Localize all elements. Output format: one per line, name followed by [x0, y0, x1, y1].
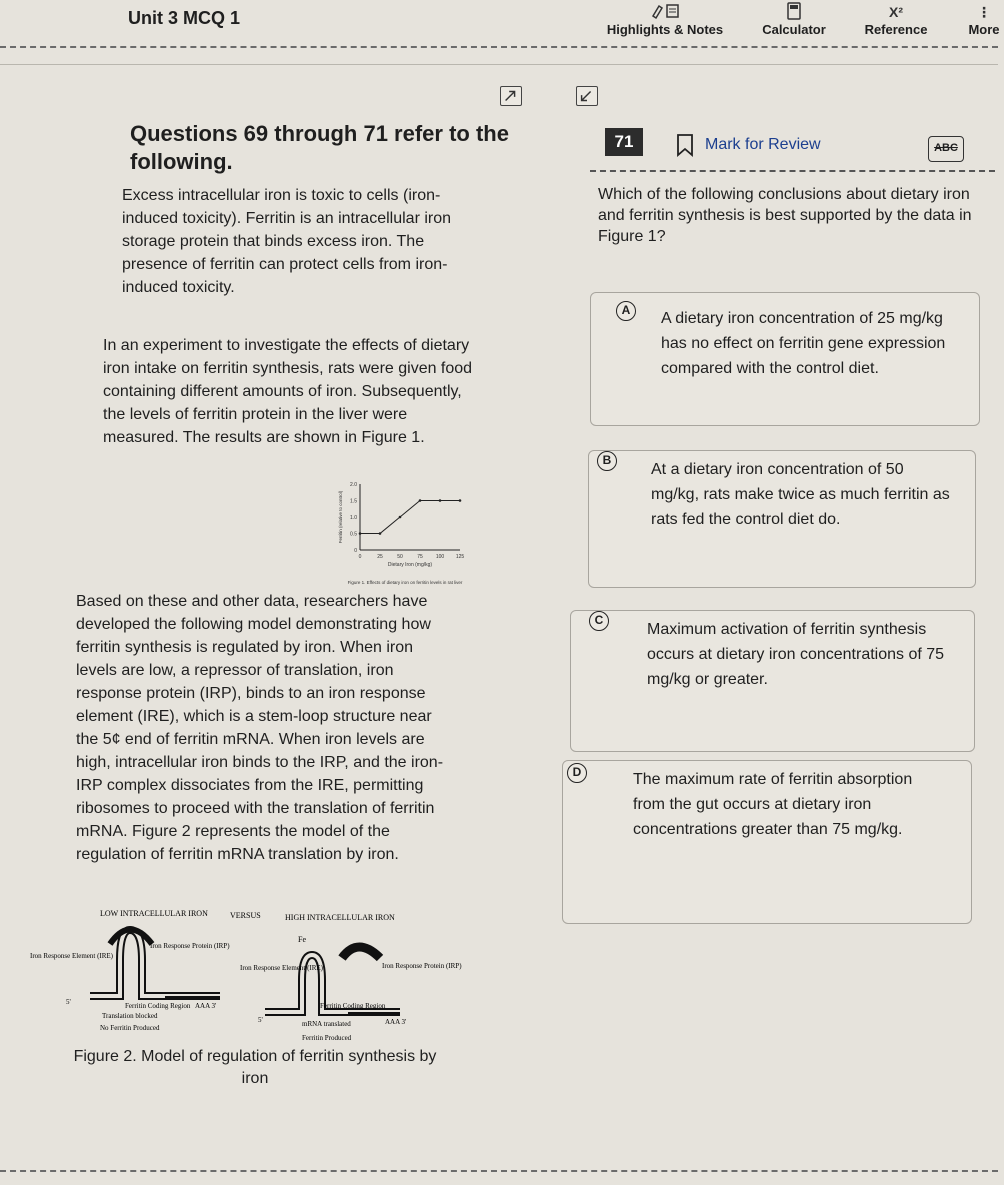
x-axis-label: Dietary Iron (mg/kg): [387, 562, 433, 568]
y-tick-label: 2.0: [350, 482, 357, 488]
y-tick-label: 1.5: [350, 498, 357, 505]
more-label: More: [968, 22, 1000, 37]
header-bottom-line: [0, 64, 998, 65]
passage-paragraph-3: Based on these and other data, researchers have developed the following model demonstrating how ferritin synthesis is regulated by iron. When iron levels are low, a repressor of translation, iron response protein (IRP), binds to an iron response element (IRE), which is a stem-loop structure near the 5¢ end of ferritin mRNA. When iron levels are high, intracellular iron binds to the IRP, and the iron-IRP complex dissociates from the IRE, permitting ribosomes to proceed with the translation of ferritin mRNA. Figure 2 represents the model of the regulation of ferritin mRNA translation by iron.: [76, 593, 444, 863]
question-divider: [590, 170, 995, 172]
high-iron-title: HIGH INTRACELLULAR IRON: [285, 913, 395, 922]
choice-text-d: The maximum rate of ferritin absorption from the gut occurs at dietary iron concentrations greater than 75 mg/kg.: [633, 771, 913, 838]
collapse-arrow-icon: [577, 87, 597, 105]
passage-heading: Questions 69 through 71 refer to the following.: [130, 121, 509, 174]
data-point: [359, 532, 362, 535]
question-number: 71: [605, 128, 643, 156]
high-irp-label: Iron Response Protein (IRP): [382, 962, 462, 970]
choice-letter-b: B: [597, 451, 617, 471]
choice-letter-c: C: [589, 611, 609, 631]
calculator-label: Calculator: [762, 22, 826, 37]
expand-arrow-icon: [501, 87, 521, 105]
no-ferritin-label: No Ferritin Produced: [100, 1024, 160, 1032]
x-tick-label: 25: [377, 554, 383, 560]
data-point: [419, 499, 422, 502]
x-tick-label: 0: [358, 554, 362, 560]
high-polya-label: AAA 3': [385, 1018, 407, 1026]
expand-left-pane-button[interactable]: [500, 86, 522, 106]
toolbar-divider: [0, 46, 998, 48]
calculator-icon: [758, 2, 830, 22]
answer-choice-d[interactable]: [562, 760, 972, 924]
data-point: [379, 532, 382, 535]
low-iron-mrna: [90, 930, 220, 1001]
figure-1-chart: [330, 474, 480, 594]
high-ire-label: Iron Response Element (IRE): [240, 964, 324, 972]
answer-choice-a[interactable]: [590, 292, 980, 426]
ferritin-produced-label: Ferritin Produced: [302, 1034, 352, 1042]
y-tick-label: 1.0: [350, 515, 357, 521]
y-axis-label: Ferritin (relative to control): [338, 490, 343, 544]
figure-1: [330, 474, 480, 594]
highlighter-icon: [600, 2, 730, 22]
page-title: Unit 3 MCQ 1: [128, 8, 241, 28]
irp-bound-shape: [110, 930, 152, 945]
formula-icon: X²: [889, 4, 903, 20]
choice-letter-d: D: [567, 763, 587, 783]
footer-divider: [0, 1170, 998, 1172]
choice-text-c: Maximum activation of ferritin synthesis occurs at dietary iron concentrations of 75 mg/kg or greater.: [647, 621, 945, 688]
reference-label: Reference: [864, 22, 928, 37]
data-point: [459, 499, 462, 502]
highlights-notes-label: Highlights & Notes: [606, 22, 724, 37]
top-toolbar: [0, 0, 998, 48]
mark-for-review-label[interactable]: Mark for Review: [705, 136, 821, 153]
choice-text-a: A dietary iron concentration of 25 mg/kg has no effect on ferritin gene expression compared with the control diet.: [661, 310, 946, 377]
low-five-prime: 5': [66, 998, 71, 1006]
low-polya-label: AAA 3': [195, 1002, 217, 1010]
y-tick-label: 0: [354, 548, 357, 554]
figure-2-caption: Figure 2. Model of regulation of ferritin synthesis by iron: [73, 1048, 437, 1087]
x-tick-label: 75: [417, 554, 423, 560]
figure-2-diagram: [30, 900, 462, 1045]
x-tick-label: 50: [397, 554, 403, 560]
low-coding-label: Ferritin Coding Region: [125, 1002, 191, 1010]
mrna-translated-label: mRNA translated: [302, 1020, 351, 1028]
expand-right-pane-button[interactable]: [576, 86, 598, 106]
calculator-button[interactable]: [758, 2, 830, 37]
ferritin-series-line: [360, 501, 460, 534]
bookmark-icon[interactable]: [675, 133, 695, 157]
reference-button[interactable]: [858, 2, 934, 37]
passage-paragraph-2: In an experiment to investigate the effects of dietary iron intake on ferritin synthesis, rats were given food containing different amounts of iron. Subsequently, the levels of ferritin protein in the liver were measured. The results are shown in Figure 1.: [103, 337, 473, 446]
choice-text-b: At a dietary iron concentration of 50 mg/kg, rats make twice as much ferritin as rats fed the control diet do.: [651, 461, 950, 528]
irp-free-shape: [342, 947, 380, 958]
x-tick-label: 125: [455, 554, 465, 560]
data-point: [399, 516, 402, 519]
passage-paragraph-1: Excess intracellular iron is toxic to cells (iron-induced toxicity). Ferritin is an intracellular iron storage protein that binds excess iron. The presence of ferritin can protect cells from iron-induced toxicity.: [122, 187, 452, 296]
answer-eliminator-button[interactable]: ABC: [928, 136, 964, 162]
low-iron-title: LOW INTRACELLULAR IRON: [100, 909, 208, 918]
high-coding-label: Ferritin Coding Region: [320, 1002, 386, 1010]
data-point: [439, 499, 442, 502]
fe-label: Fe: [298, 935, 306, 944]
highlights-notes-button[interactable]: [600, 2, 730, 37]
more-button[interactable]: [964, 2, 1004, 37]
high-five-prime: 5': [258, 1016, 263, 1024]
versus-label: VERSUS: [230, 911, 261, 920]
figure-1-caption: Figure 1. Effects of dietary iron on ferritin levels in rat liver: [347, 580, 463, 585]
question-stem: Which of the following conclusions about dietary iron and ferritin synthesis is best supported by the data in Figure 1?: [598, 186, 972, 245]
answer-choice-b[interactable]: [588, 450, 976, 588]
answer-choice-c[interactable]: [570, 610, 975, 752]
choice-letter-a: A: [616, 301, 636, 321]
translation-blocked-label: Translation blocked: [102, 1012, 158, 1020]
low-irp-label: Iron Response Protein (IRP): [150, 942, 230, 950]
low-ire-label: Iron Response Element (IRE): [30, 952, 114, 960]
more-vertical-icon: ⋮: [977, 4, 991, 20]
y-tick-label: 0.5: [350, 531, 357, 538]
x-tick-label: 100: [435, 554, 445, 560]
